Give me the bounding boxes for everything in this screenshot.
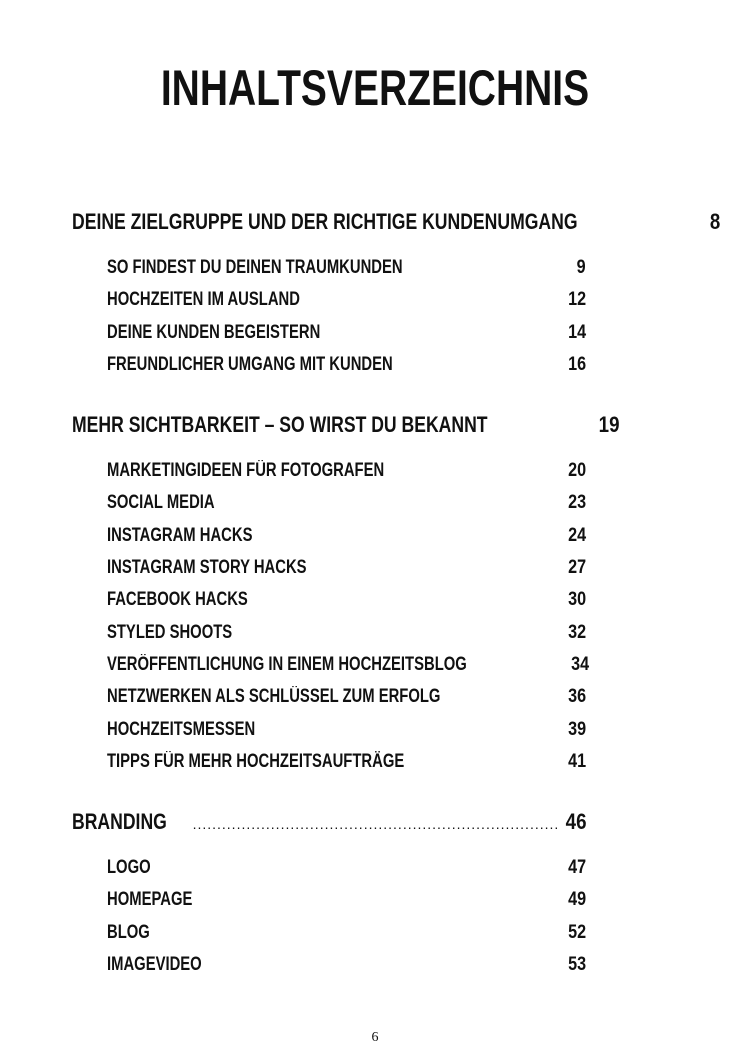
chapter-page-number: 8 (709, 209, 721, 234)
section-page-number: 36 (568, 686, 586, 708)
chapter-page-number: 46 (565, 809, 586, 835)
section-page-number: 39 (568, 718, 586, 740)
section-entry[interactable] (107, 884, 586, 916)
section-entry[interactable] (107, 617, 586, 649)
dot-leader (193, 802, 560, 846)
section-entry[interactable] (107, 714, 586, 746)
section-entry[interactable] (107, 681, 586, 713)
section-entry[interactable] (107, 349, 586, 381)
page-number: 6 (371, 1030, 379, 1045)
section-entry[interactable] (107, 584, 586, 616)
chapter-entry[interactable] (72, 403, 620, 447)
section-entry[interactable] (107, 252, 586, 284)
section-page-number: 16 (568, 353, 586, 375)
section-title: HOCHZEITSMESSEN (107, 718, 256, 740)
section-title: BLOG (107, 921, 150, 943)
chapter-2 (72, 403, 620, 778)
section-entry[interactable] (107, 487, 586, 519)
section-page-number: 23 (568, 492, 586, 514)
section-title: STYLED SHOOTS (107, 621, 233, 643)
section-entry[interactable] (107, 852, 586, 884)
chapter-entry[interactable] (72, 200, 721, 244)
section-title: IMAGEVIDEO (107, 954, 202, 976)
section-page-number: 52 (568, 921, 586, 943)
section-page-number: 24 (568, 524, 586, 546)
chapter-1 (72, 200, 721, 381)
section-entry[interactable] (107, 746, 586, 778)
chapter-entry[interactable] (72, 800, 586, 844)
section-entry[interactable] (107, 317, 586, 349)
section-title: DEINE KUNDEN BEGEISTERN (107, 321, 321, 343)
page-title: INHALTSVERZEICHNIS (160, 60, 590, 116)
section-title: FREUNDLICHER UMGANG MIT KUNDEN (107, 353, 393, 375)
section-list (72, 455, 590, 778)
chapter-3 (72, 800, 586, 981)
section-entry[interactable] (107, 284, 586, 316)
section-title: INSTAGRAM STORY HACKS (107, 557, 307, 579)
section-page-number: 9 (577, 257, 586, 278)
section-title: MARKETINGIDEEN FÜR FOTOGRAFEN (107, 460, 385, 482)
section-page-number: 27 (568, 557, 586, 579)
section-page-number: 47 (568, 857, 586, 879)
section-title: FACEBOOK HACKS (107, 589, 248, 611)
section-entry[interactable] (107, 949, 586, 981)
section-title: VERÖFFENTLICHUNG IN EINEM HOCHZEITSBLOG (107, 653, 467, 675)
table-of-contents (72, 200, 721, 1003)
section-entry[interactable] (107, 649, 590, 681)
section-entry[interactable] (107, 917, 586, 949)
section-page-number: 20 (568, 460, 586, 482)
chapter-title: BRANDING (72, 809, 167, 835)
section-page-number: 34 (571, 653, 590, 675)
chapter-page-number: 19 (599, 412, 620, 438)
section-page-number: 30 (568, 589, 586, 611)
chapter-title: MEHR SICHTBARKEIT – SO WIRST DU BEKANNT (72, 412, 488, 438)
section-title: HOCHZEITEN IM AUSLAND (107, 289, 300, 311)
section-page-number: 53 (568, 954, 586, 976)
section-title: TIPPS FÜR MEHR HOCHZEITSAUFTRÄGE (107, 750, 405, 772)
section-title: HOMEPAGE (107, 889, 193, 911)
section-entry[interactable] (107, 552, 586, 584)
section-entry[interactable] (107, 455, 586, 487)
section-page-number: 14 (568, 321, 586, 343)
section-page-number: 12 (568, 289, 586, 311)
section-title: SO FINDEST DU DEINEN TRAUMKUNDEN (107, 257, 403, 278)
section-list (72, 252, 586, 381)
section-entry[interactable] (107, 520, 586, 552)
chapter-title: DEINE ZIELGRUPPE UND DER RICHTIGE KUNDENUMGANG (72, 209, 578, 234)
section-list (72, 852, 586, 981)
section-page-number: 49 (568, 889, 586, 911)
section-page-number: 41 (568, 750, 586, 772)
section-page-number: 32 (568, 621, 586, 643)
section-title: SOCIAL MEDIA (107, 492, 215, 514)
section-title: NETZWERKEN ALS SCHLÜSSEL ZUM ERFOLG (107, 686, 441, 708)
section-title: INSTAGRAM HACKS (107, 524, 253, 546)
section-title: LOGO (107, 857, 151, 879)
